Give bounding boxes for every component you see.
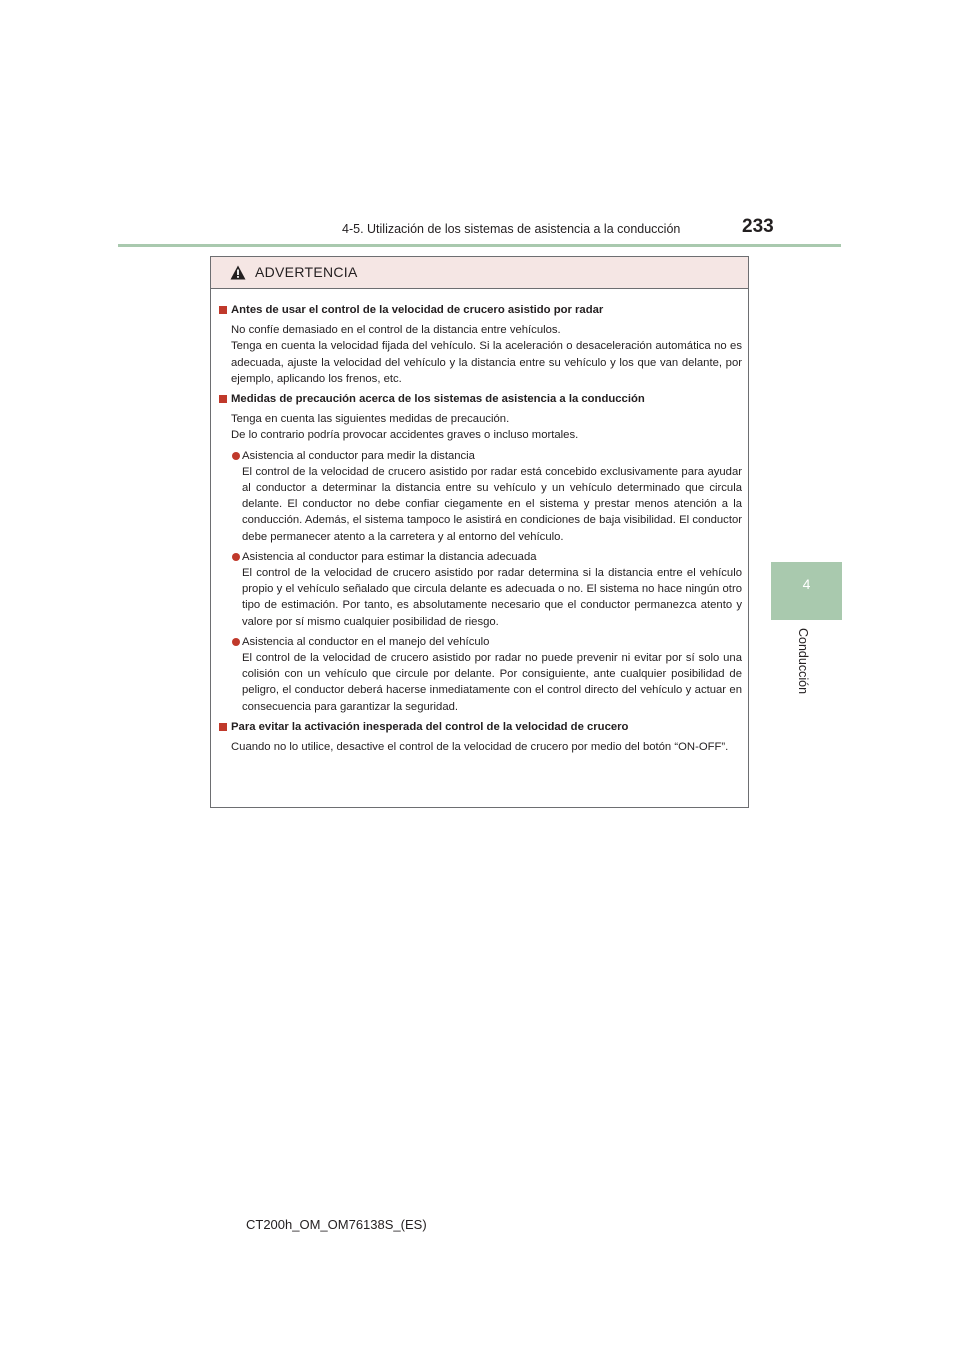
warning-section [219, 302, 742, 387]
section-title-text: Medidas de precaución acerca de los sistemas de asistencia a la conducción [231, 393, 645, 406]
section-title [219, 302, 742, 318]
chapter-tab-number: 4 [802, 576, 811, 592]
warning-body [211, 289, 748, 755]
warning-section [219, 719, 742, 755]
section-paragraph: De lo contrario podría provocar accidentes graves o incluso mortales. [231, 429, 579, 442]
header-divider [118, 244, 841, 247]
square-bullet-icon [219, 395, 227, 403]
circle-bullet-icon [232, 553, 240, 561]
list-item [219, 549, 742, 630]
square-bullet-icon [219, 306, 227, 314]
section-title-text: Para evitar la activación inesperada del control de la velocidad de crucero [231, 720, 629, 733]
list-item-text: El control de la velocidad de crucero asistido por radar está concebido exclusivamente para ayudar al conductor a determinar la distancia entre su vehículo y un vehículo determinado que circula delante. El conductor no debe confiar ciegamente en el sistema y prestar menos atención a la conducción. Además, el sistema tampoco le asistirá en condiciones de baja visibilidad. El conductor debe permanecer atento a la carretera y al entorno del vehículo. [242, 465, 742, 543]
section-paragraph: Tenga en cuenta la velocidad fijada del vehículo. Si la aceleración o desaceleración automática no es adecuada, ajuste la velocidad del vehículo y la distancia entre su vehículo y los que van delante, por ejemplo, aplicando los frenos, etc. [231, 340, 742, 385]
list-item [219, 634, 742, 715]
list-item-text: El control de la velocidad de crucero asistido por radar determina si la distancia entre el vehículo propio y el vehículo señalado que circula delante es adecuada o no. El sistema no hace ningún otro tipo de estimación. Por tanto, es absolutamente necesario que el conductor permanezca atento y valore por sí mismo cualquier posibilidad de riesgo. [242, 567, 742, 628]
chapter-tab[interactable] [771, 562, 842, 620]
section-title [219, 391, 742, 407]
square-bullet-icon [219, 723, 227, 731]
warning-header [211, 257, 748, 289]
warning-section [219, 391, 742, 715]
page-number: 233 [742, 216, 774, 237]
section-paragraph: Cuando no lo utilice, desactive el control de la velocidad de crucero por medio del botón “ON-OFF”. [231, 741, 729, 754]
circle-bullet-icon [232, 638, 240, 646]
warning-triangle-icon [230, 265, 246, 280]
list-item [219, 448, 742, 545]
list-item-heading: Asistencia al conductor en el manejo del vehículo [242, 635, 490, 648]
list-item-text: El control de la velocidad de crucero asistido por radar no puede prevenir ni evitar por sí solo una colisión con un vehículo que circule por delante. Por consiguiente, ante cualquier posibilidad de peligro, el conductor deberá hacerse inmediatamente con el control directo del vehículo y actuar en consecuencia para garantizar la seguridad. [242, 652, 742, 713]
section-title-text: Antes de usar el control de la velocidad de crucero asistido por radar [231, 304, 604, 316]
chapter-tab-label: Conducción [796, 628, 810, 695]
warning-box [210, 256, 749, 808]
circle-bullet-icon [232, 452, 240, 460]
list-item-heading: Asistencia al conductor para estimar la distancia adecuada [242, 550, 537, 563]
section-paragraph: Tenga en cuenta las siguientes medidas de precaución. [231, 413, 510, 426]
section-title [219, 719, 742, 735]
list-item-heading: Asistencia al conductor para medir la distancia [242, 449, 475, 462]
warning-title: ADVERTENCIA [255, 264, 358, 280]
document-code: CT200h_OM_OM76138S_(ES) [246, 1217, 427, 1232]
chapter-section-title: 4-5. Utilización de los sistemas de asistencia a la conducción [342, 222, 681, 236]
section-paragraph: No confíe demasiado en el control de la distancia entre vehículos. [231, 324, 561, 337]
